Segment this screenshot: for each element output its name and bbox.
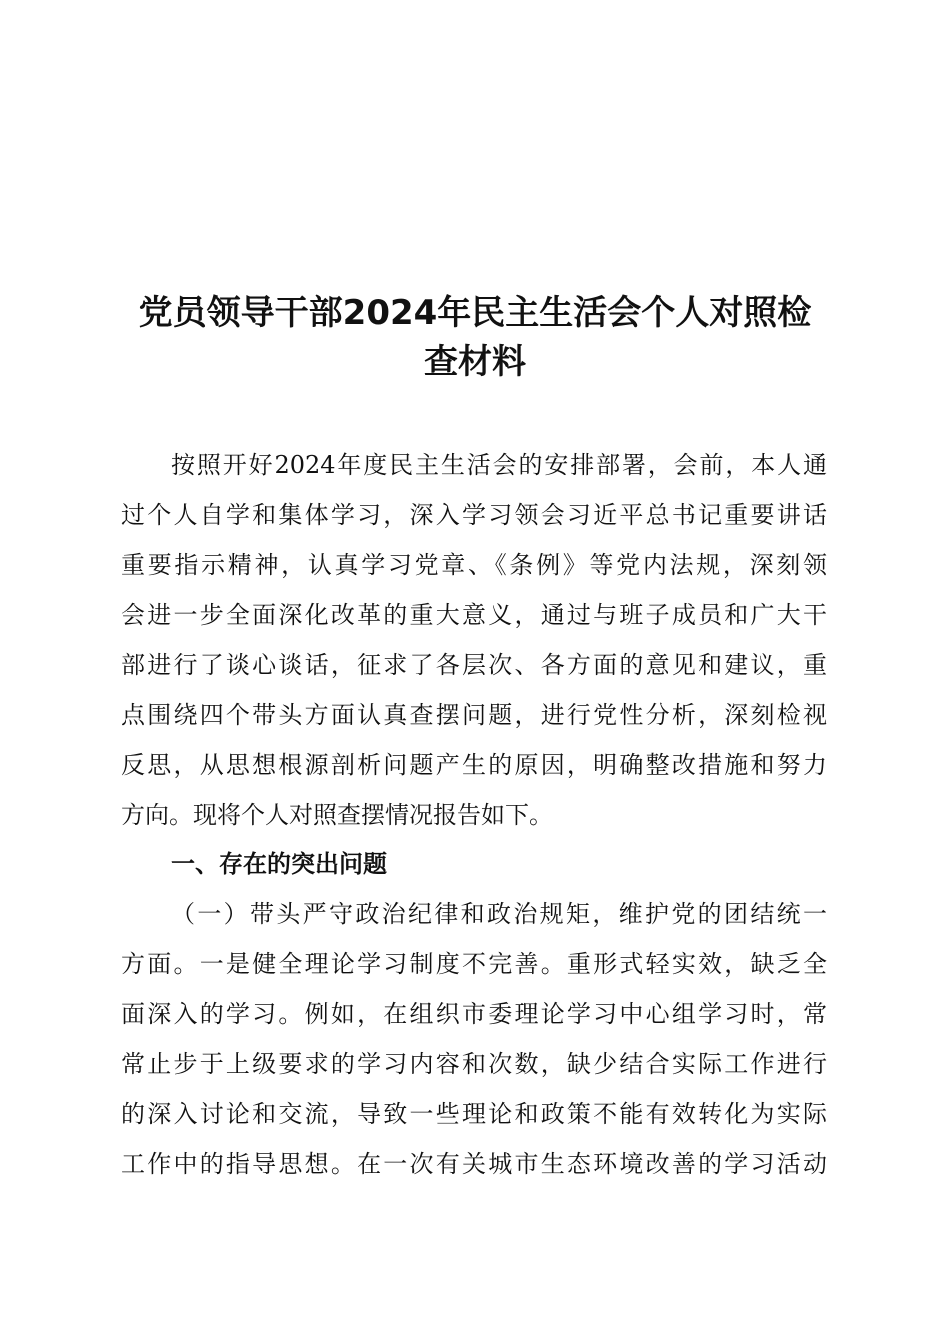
document-title-line-2: 查材料 bbox=[424, 342, 526, 382]
intro-line-5: 部进行了谈心谈话，征求了各层次、各方面的意见和建议，重 bbox=[121, 651, 827, 679]
intro-line-2: 过个人自学和集体学习，深入学习领会习近平总书记重要讲话 bbox=[121, 501, 827, 529]
intro-line-4: 会进一步全面深化改革的重大意义，通过与班子成员和广大干 bbox=[121, 601, 827, 629]
intro-line-8: 方向。现将个人对照查摆情况报告如下。 bbox=[121, 801, 553, 829]
intro-line-3: 重要指示精神，认真学习党章、《条例》等党内法规，深刻领 bbox=[121, 551, 827, 579]
subsection-line-1: （一）带头严守政治纪律和政治规矩，维护党的团结统一 bbox=[171, 900, 827, 928]
document-title-line-1: 党员领导干部2024年民主生活会个人对照检 bbox=[138, 293, 812, 333]
subsection-line-2: 方面。一是健全理论学习制度不完善。重形式轻实效，缺乏全 bbox=[121, 950, 827, 978]
section-heading: 一、存在的突出问题 bbox=[171, 850, 387, 878]
intro-line-1: 按照开好2024年度民主生活会的安排部署，会前，本人通 bbox=[171, 451, 827, 479]
intro-line-6: 点围绕四个带头方面认真查摆问题，进行党性分析，深刻检视 bbox=[121, 701, 827, 729]
subsection-line-6: 工作中的指导思想。在一次有关城市生态环境改善的学习活动 bbox=[121, 1150, 827, 1178]
subsection-line-5: 的深入讨论和交流，导致一些理论和政策不能有效转化为实际 bbox=[121, 1100, 827, 1128]
subsection-line-3: 面深入的学习。例如，在组织市委理论学习中心组学习时，常 bbox=[121, 1000, 827, 1028]
intro-line-7: 反思，从思想根源剖析问题产生的原因，明确整改措施和努力 bbox=[121, 751, 827, 779]
subsection-line-4: 常止步于上级要求的学习内容和次数，缺少结合实际工作进行 bbox=[121, 1050, 827, 1078]
